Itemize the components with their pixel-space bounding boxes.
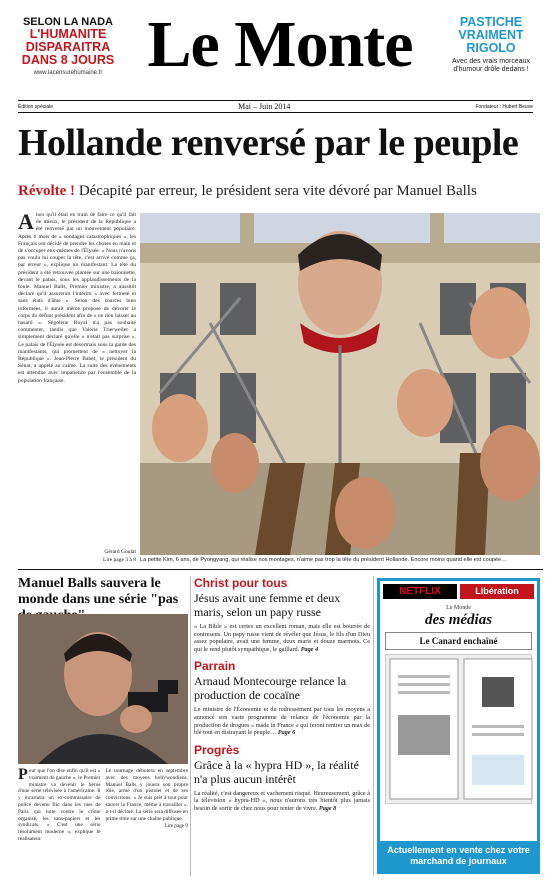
promo-right-line3: RIGOLO [466, 41, 516, 55]
promo-right-note: Avec des vrais morceaux d'humour drôle dedans ! [451, 58, 531, 73]
dateline-left: Édition spéciale [18, 103, 54, 110]
subhead-kicker: Révolte ! [18, 183, 76, 199]
promo-right[interactable] [441, 16, 541, 74]
balls-dropcap: P [18, 766, 28, 783]
progres-kicker: Progrès [194, 742, 240, 757]
promo-left-line1: SELON LA NADA [22, 16, 114, 28]
christ-body-text: « La Bible » est certes un excellent roman, mais elle est bourrée de contresens. Un papy russe vient de révéler que Jésus, le fils d'un Dieu assez populaire, avait une femme, deux maris et douze marmots. Ce qui le rend plutôt sympathique, le gaillard. [194, 623, 370, 653]
balls-illustration [18, 614, 188, 764]
progres-page-ref[interactable]: Page 8 [318, 804, 337, 812]
christ-page-ref[interactable]: Page 4 [300, 645, 319, 653]
dateline-date: Mai – Juin 2014 [238, 102, 291, 111]
promo-right-line1: PASTICHE [459, 15, 523, 29]
lead-page-ref[interactable]: Lire page 3 à 8 [103, 557, 136, 563]
netflix-logo: NETFLIX [383, 584, 457, 599]
top-band [0, 0, 551, 100]
main-subhead [18, 181, 548, 201]
progres-headline[interactable]: Grâce à la « hypra HD », la réalité n'a plus aucun intérêt [194, 757, 359, 786]
media-footer: Actuellement en vente chez votre marchand de journaux [380, 841, 537, 871]
hero-caption: La petite Kim, 6 ans, de Pyongyang, qui réalise nos montages, n'aime pas trop la tête du président Hollande. Encore moins quand elle est coupée… [140, 557, 507, 563]
column-divider-2 [373, 576, 374, 876]
parrain-body [194, 706, 370, 736]
subhead-text: Décapité par erreur, le président sera vite dévoré par Manuel Balls [78, 183, 477, 199]
lead-dropcap: A [18, 209, 34, 234]
lead-author: Gérard Goulat [104, 549, 136, 555]
hero-illustration [140, 213, 540, 555]
canard-logo: Le Canard enchaîné [385, 632, 532, 650]
media-logos [380, 581, 537, 602]
hero-photo[interactable] [140, 213, 540, 555]
media-supplement-box[interactable] [377, 578, 540, 874]
masthead-logo[interactable]: Le Monte [147, 8, 413, 81]
balls-page-ref[interactable]: Lire page 9 [164, 823, 188, 830]
parrain-page-ref[interactable]: Page 6 [277, 729, 296, 737]
section-divider [18, 569, 543, 570]
liberation-logo: Libération [460, 584, 534, 599]
christ-headline[interactable]: Jésus avait une femme et deux maris, selon un papy russe [194, 591, 341, 619]
media-label: Le Monde [446, 605, 471, 611]
brief-column [194, 576, 370, 819]
balls-col-2 [106, 768, 189, 843]
dateline-right: Fondateur : Hubert Beuve [475, 103, 533, 110]
parrain-body-text: Le ministre de l'Économie et du redressement par tous les moyens a annoncé son vaste programme de relance de l'économie par la production de drogues « made in France » qui feront rentrer un max de blé tout en distrayant le peuple… [194, 706, 370, 737]
balls-col-2-text: Le tournage débutera en septembre avec des moyens hollywoodiens. Manuel Balls y jouera son propre rôle, armé d'un pistolet et de ses convictions. « Je suis prêt à tout pour sauver la France, même à travailler », a-t-il déclaré. La série sera diffusée en prime time sur une chaîne publique. [105, 768, 188, 822]
lead-article [18, 209, 136, 385]
christ-kicker: Christ pour tous [194, 576, 288, 590]
promo-left[interactable] [18, 16, 118, 76]
dateline [18, 100, 533, 113]
balls-photo[interactable] [18, 614, 188, 764]
progres-body [194, 790, 370, 813]
christ-body [194, 623, 370, 653]
main-headline[interactable]: Hollande renversé par le peuple [18, 122, 519, 164]
balls-headline[interactable]: Manuel Balls sauvera le monde dans une série "pas [18, 576, 179, 607]
lead-body: lors qu'il était en train de faire ce qu'il fait de mieux, le président de la République a été renversé par un mouvement populaire. Après 6 mois de « sondages catastrophiques », les Français ont décidé de prendre les choses en main et de s'occuper eux-mêmes de l'Élysée. « Nous n'avons pas voulu lui couper la tête, c'est arrivé comme ça, par erreur », explique un manifestant. La tête du président a été retrouvée plantée sur une baïonnette, devant le palais, sous les applaudissements de la foule. Manuel Balls, Premier ministre, a aussitôt déclaré qu'il assurerait l'intérim « avec fermeté et sans états d'âme ». Selon des sources bien informées, il aurait même proposé de dévorer le corps du défunt président afin de « ne rien laisser au hasard ». Ségolène Royal n'a pas souhaité commenter, tandis que Valérie Trierweiler a simplement déclaré qu'elle « n'était pas surprise ». Le palais de l'Élysée est désormais sous la garde des manifestants, qui promettent de « nettoyer la République ». Jean-Pierre Babel, le président du Sénat, a appelé au calme. La suite des événements est attendue avec impatience par l'ensemble de la population française. [18, 212, 136, 384]
promo-left-line4: DANS 8 JOURS [21, 53, 115, 67]
balls-col-1-text: our que l'on dise enfin qu'il est « vraiment de gauche », le Premier ministre va devenir le héros d'une série télévisée à l'américaine. Il y incarnera un ex-commissaire de police devenu flic dans les rues de Paris qui lutte contre le crime organisé, les sans-papiers et les syndicats. « C'est une série résolument moderne », explique le réalisateur. [18, 768, 101, 842]
promo-left-line3: DISPARAITRA [25, 40, 111, 54]
promo-right-line2: VRAIMENT [458, 28, 524, 42]
media-title: des médias [424, 612, 493, 628]
balls-article [18, 768, 188, 843]
balls-col-1 [18, 768, 101, 843]
promo-left-line2: L'HUMANITE [29, 27, 107, 41]
media-pages-illustration [386, 655, 537, 803]
lead-signature [18, 548, 136, 564]
progres-body-text: La réalité, c'est dangereux et vachement risqué. Heureusement, grâce à la télévision « hypra-HD », nous n'aurons très bientôt plus jamais besoin de sortir de chez nous pour tenter de vivre. [194, 789, 370, 812]
parrain-headline[interactable]: Arnaud Montecourge relance la production de cocaïne [194, 674, 347, 703]
column-divider-1 [190, 576, 191, 876]
parrain-kicker: Parrain [194, 659, 236, 674]
promo-left-url: www.lacensurehumaine.fr [33, 70, 103, 76]
media-pages-thumbnail [385, 654, 532, 804]
